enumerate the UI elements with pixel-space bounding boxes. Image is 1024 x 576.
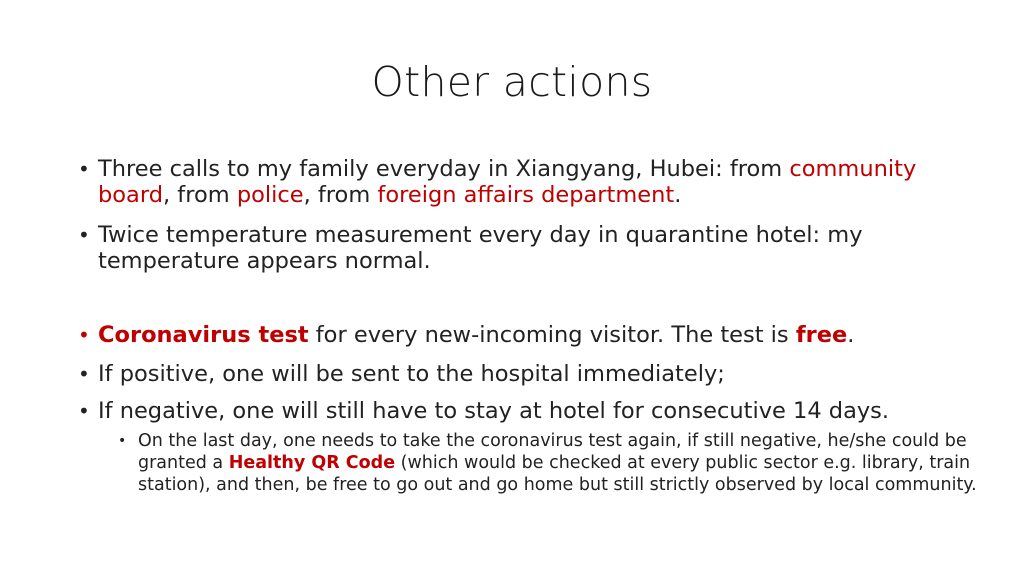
bullet-text: for every new-incoming visitor. The test is bbox=[308, 322, 796, 348]
bullet-text: If negative, one will still have to stay at hotel for consecutive 14 days. bbox=[98, 398, 890, 424]
bullet-text: . bbox=[847, 322, 855, 348]
bullet-text: , from bbox=[303, 182, 378, 208]
bullet-coronavirus-test bbox=[78, 322, 978, 348]
bullet-icon: • bbox=[118, 433, 127, 449]
bullet-negative bbox=[78, 398, 978, 424]
bullet-text: Three calls to my family everyday in Xiangyang, Hubei: from bbox=[98, 156, 790, 182]
bullet-text: (which would be checked at every public sector e.g. library, train station), and then, be free to go out and go home but still strictly observed by local community. bbox=[138, 453, 977, 495]
bullet-calls bbox=[78, 156, 978, 208]
highlight-coronavirus-test: Coronavirus test bbox=[98, 322, 309, 348]
bullet-text: If positive, one will be sent to the hospital immediately; bbox=[98, 361, 725, 387]
bullet-text: Twice temperature measurement every day in quarantine hotel: my temperature appears normal. bbox=[98, 222, 863, 274]
bullet-icon: • bbox=[78, 157, 90, 181]
highlight-police: police bbox=[236, 182, 304, 208]
bullet-icon: • bbox=[78, 323, 90, 347]
highlight-healthy-qr-code: Healthy QR Code bbox=[228, 453, 396, 473]
bullet-icon: • bbox=[78, 362, 90, 386]
highlight-foreign-affairs: foreign affairs department bbox=[377, 182, 675, 208]
bullet-text: , from bbox=[162, 182, 237, 208]
bullet-text: . bbox=[674, 182, 682, 208]
slide-title: Other actions bbox=[371, 58, 653, 106]
bullet-icon: • bbox=[78, 399, 90, 423]
bullet-positive bbox=[78, 361, 978, 387]
highlight-free: free bbox=[795, 322, 848, 348]
bullet-icon: • bbox=[78, 223, 90, 247]
bullet-text: On the last day, one needs to take the coronavirus test again, if still negative, he/she could be granted a bbox=[138, 431, 967, 473]
bullet-temperature bbox=[78, 222, 978, 274]
highlight-community-board: community board bbox=[98, 156, 917, 208]
sub-bullet-last-day bbox=[118, 430, 988, 496]
